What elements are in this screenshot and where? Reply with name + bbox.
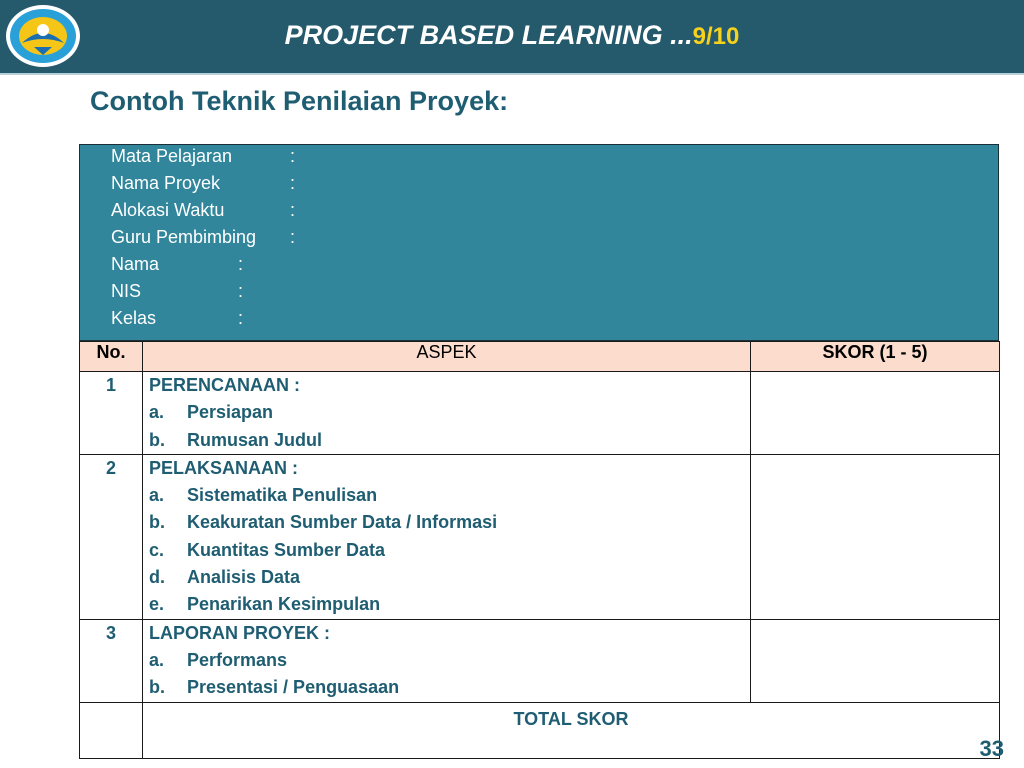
item-text: Penarikan Kesimpulan: [187, 594, 381, 615]
row-number-cell: [80, 372, 143, 455]
slide-title: [0, 20, 1024, 51]
info-row-alokasi-waktu: [111, 200, 296, 227]
info-row-mata-pelajaran: [111, 146, 296, 173]
info-label: Mata Pelajaran: [111, 146, 233, 166]
table-row: [80, 454, 1000, 619]
header-no: No.: [80, 342, 143, 372]
score-cell[interactable]: [751, 454, 1000, 619]
info-colon: :: [238, 308, 244, 328]
info-label: Nama: [111, 254, 160, 274]
info-label: Guru Pembimbing: [111, 227, 257, 247]
item-text: Analisis Data: [187, 567, 301, 588]
header-divider: [0, 73, 1024, 75]
info-label: Nama Proyek: [111, 173, 221, 193]
row-number-cell: [80, 454, 143, 619]
info-row-nis: [111, 281, 244, 308]
aspek-item: [149, 564, 750, 591]
row-number: 1: [105, 375, 116, 395]
info-label: Alokasi Waktu: [111, 200, 225, 220]
info-row-guru-pembimbing: [111, 227, 296, 254]
row-number: 2: [105, 457, 116, 478]
info-colon: :: [238, 254, 244, 274]
slide-subtitle: Contoh Teknik Penilaian Proyek:: [90, 86, 509, 116]
aspek-item: [149, 482, 750, 509]
item-letter: b.: [149, 677, 165, 698]
item-letter: b.: [149, 512, 165, 533]
item-text: Performans: [187, 649, 288, 670]
row-number: 3: [105, 622, 116, 643]
item-letter: a.: [149, 485, 165, 506]
item-letter: c.: [149, 539, 165, 560]
info-row-nama-proyek: [111, 173, 296, 200]
header-skor: SKOR (1 - 5): [751, 342, 1000, 372]
info-colon: :: [238, 281, 244, 301]
item-letter: a.: [149, 402, 165, 423]
total-no-cell: [80, 702, 143, 758]
row-number-cell: [80, 619, 143, 702]
aspek-title: LAPORAN PROYEK :: [149, 622, 331, 643]
item-letter: d.: [149, 567, 165, 588]
info-row-nama: [111, 254, 244, 281]
info-label: Kelas: [111, 308, 157, 328]
item-letter: a.: [149, 649, 165, 670]
aspek-cell: [143, 619, 751, 702]
item-text: Presentasi / Penguasaan: [187, 677, 400, 698]
info-row-kelas: [111, 308, 244, 335]
header-aspek: ASPEK: [143, 342, 751, 372]
aspek-title: PELAKSANAAN :: [149, 457, 299, 478]
aspek-item: [149, 591, 750, 618]
aspek-title: PERENCANAAN :: [149, 375, 301, 395]
info-colon: :: [290, 227, 296, 247]
aspek-item: [149, 647, 750, 674]
table-row: [80, 372, 1000, 455]
item-text: Persiapan: [187, 402, 274, 423]
item-letter: e.: [149, 594, 165, 615]
aspek-item: [149, 427, 750, 454]
assessment-table: [79, 341, 1000, 759]
aspek-cell: [143, 454, 751, 619]
aspek-item: [149, 674, 750, 701]
page-number: 33: [979, 736, 1004, 761]
aspek-item: [149, 399, 750, 426]
item-text: Sistematika Penulisan: [187, 485, 378, 506]
aspek-item: [149, 537, 750, 564]
item-text: Kuantitas Sumber Data: [187, 539, 386, 560]
info-colon: :: [290, 173, 296, 193]
page-indicator: 9/10: [692, 23, 740, 50]
info-colon: :: [290, 146, 296, 166]
aspek-cell: [143, 372, 751, 455]
item-letter: b.: [149, 429, 165, 450]
aspek-item: [149, 509, 750, 536]
item-text: Keakuratan Sumber Data / Informasi: [187, 512, 498, 533]
info-colon: :: [290, 200, 296, 220]
total-row: [80, 702, 1000, 758]
score-cell[interactable]: [751, 372, 1000, 455]
table-header-row: [80, 342, 1000, 372]
table-row: [80, 619, 1000, 702]
total-skor-label: TOTAL SKOR: [143, 702, 1000, 758]
score-cell[interactable]: [751, 619, 1000, 702]
item-text: Rumusan Judul: [187, 429, 323, 450]
info-panel: [79, 144, 999, 341]
title-text: PROJECT BASED LEARNING ...: [284, 20, 693, 50]
slide-header: [0, 0, 1024, 73]
info-label: NIS: [111, 281, 142, 301]
